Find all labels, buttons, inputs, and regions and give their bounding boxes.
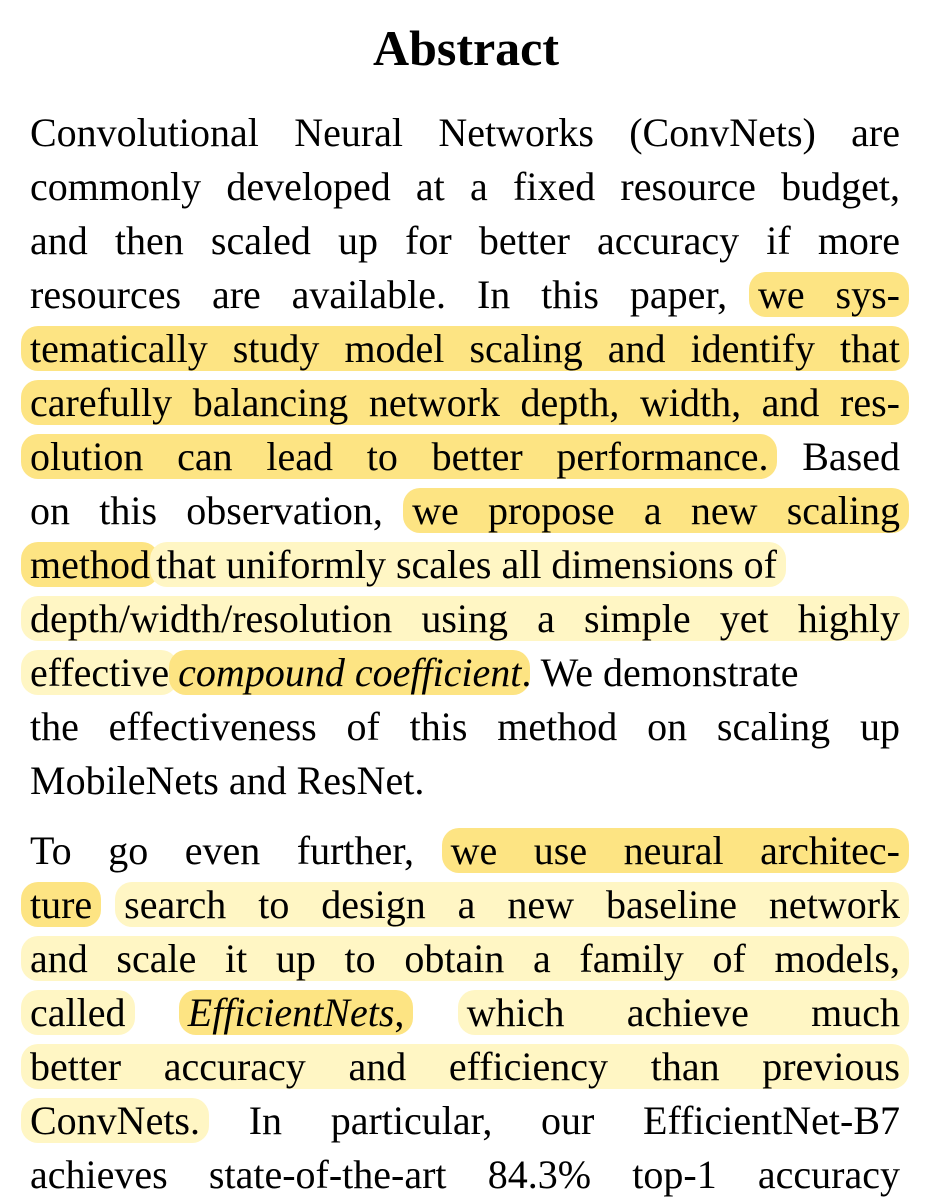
abstract-line-5	[30, 324, 900, 374]
abstract-line-3	[30, 216, 900, 266]
italic-term: compound coefficient	[178, 650, 522, 695]
abstract-line-15	[30, 880, 900, 930]
highlight-soft: search to design a new baseline network	[115, 882, 909, 927]
highlight-soft: better accuracy and efficiency than previous	[21, 1044, 909, 1089]
text-run: and then scaled up for better accuracy if more	[30, 218, 900, 263]
abstract-line-17	[30, 988, 900, 1038]
highlight-strong	[169, 650, 530, 695]
abstract-line-13	[30, 756, 900, 806]
abstract-heading: Abstract	[372, 20, 560, 76]
text-run: resources are available. In this paper,	[30, 272, 728, 317]
text-run: Convolutional Neural Networks (ConvNets) are	[30, 110, 900, 155]
text-run: Based	[802, 434, 900, 479]
text-run: . We demonstrate	[521, 650, 799, 695]
highlight-soft: depth/width/resolution using a simple yet highly	[21, 596, 909, 641]
highlight-strong: method	[21, 542, 159, 587]
abstract-line-1	[30, 108, 900, 158]
text-run: achieves state-of-the-art 84.3% top-1 accuracy	[30, 1152, 900, 1197]
highlight-strong: tematically study model scaling and identify that	[21, 326, 909, 371]
highlight-strong	[179, 990, 414, 1035]
abstract-line-4	[30, 270, 900, 320]
abstract-line-12	[30, 702, 900, 752]
text-run: ,	[394, 990, 405, 1035]
text-run: on this observation,	[30, 488, 383, 533]
highlight-soft: ConvNets.	[21, 1098, 209, 1143]
text-run: commonly developed at a fixed resource budget,	[30, 164, 900, 209]
abstract-line-20	[30, 1150, 900, 1200]
abstract-line-18	[30, 1042, 900, 1092]
italic-term: EfficientNets	[187, 990, 395, 1035]
highlight-soft: that uniformly scales all dimensions of	[150, 542, 786, 587]
highlight-strong: carefully balancing network depth, width, and res-	[21, 380, 909, 425]
text-run: MobileNets and ResNet.	[30, 758, 425, 803]
abstract-line-16	[30, 934, 900, 984]
text-run: In particular, our EfficientNet-B7	[248, 1098, 901, 1143]
highlight-soft: which achieve much	[458, 990, 909, 1035]
abstract-line-2	[30, 162, 900, 212]
highlight-soft: called	[21, 990, 135, 1035]
highlight-strong: ture	[21, 882, 101, 927]
highlight-strong: we sys-	[749, 272, 909, 317]
abstract-line-9	[30, 540, 900, 590]
highlight-soft: and scale it up to obtain a family of models,	[21, 936, 909, 981]
highlight-soft: effective	[21, 650, 178, 695]
abstract-line-6	[30, 378, 900, 428]
abstract-line-11	[30, 648, 900, 698]
abstract-line-7	[30, 432, 900, 482]
highlight-strong: we use neural architec-	[442, 828, 909, 873]
text-run: the effectiveness of this method on scaling up	[30, 704, 900, 749]
abstract-line-10	[30, 594, 900, 644]
text-run: To go even further,	[30, 828, 415, 873]
abstract-line-14	[30, 826, 900, 876]
abstract-line-8	[30, 486, 900, 536]
highlight-strong: we propose a new scaling	[403, 488, 909, 533]
highlight-strong: olution can lead to better performance.	[21, 434, 777, 479]
abstract-line-19	[30, 1096, 900, 1146]
